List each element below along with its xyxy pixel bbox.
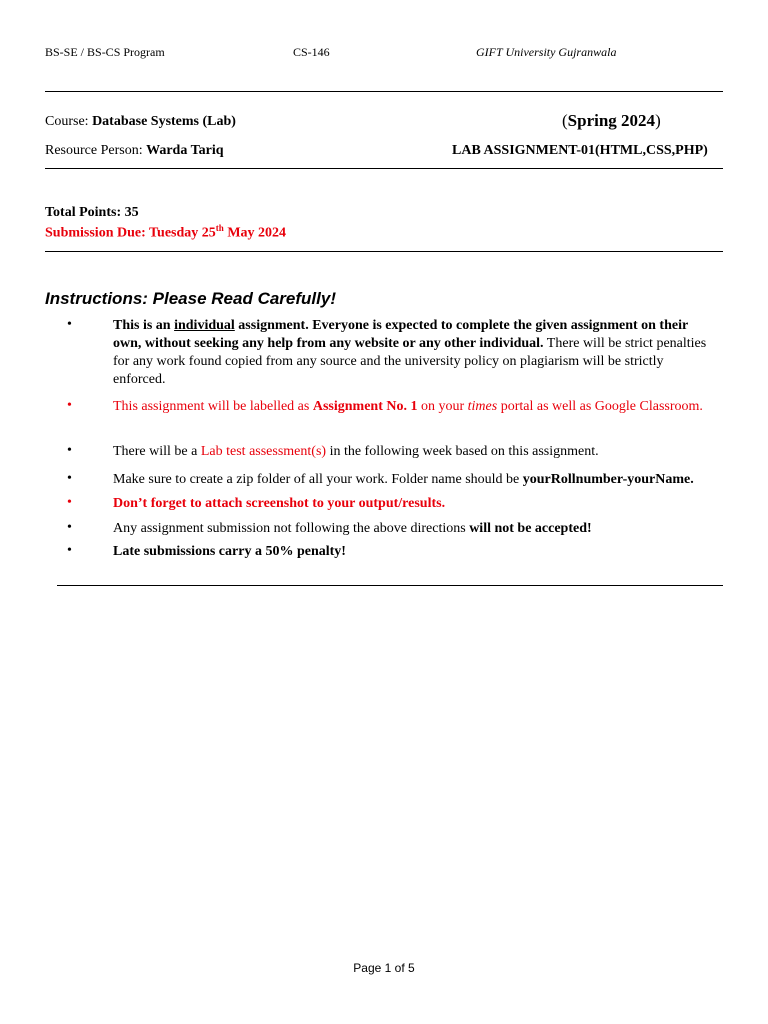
item6-a: Any assignment submission not following the above directions xyxy=(113,521,470,536)
instruction-item-4 xyxy=(113,471,713,489)
person-name: Warda Tariq xyxy=(146,143,224,158)
assignment-title: LAB ASSIGNMENT-01(HTML,CSS,PHP) xyxy=(452,143,708,158)
term-label: (Spring 2024) xyxy=(562,111,661,130)
item1-b: individual xyxy=(174,318,235,333)
item4-a: Make sure to create a zip folder of all your work. Folder name should be xyxy=(113,472,523,487)
bullet-1: • xyxy=(67,317,72,332)
item2-c: on your xyxy=(417,399,468,414)
instructions-heading: Instructions: Please Read Carefully! xyxy=(45,289,336,308)
due-sup: th xyxy=(215,223,224,233)
item1-c: assignment. Everyone is expected to complete the given assignment on their own, without seeking any help from any website or any other individual. xyxy=(113,318,688,351)
program-label: BS-SE / BS-CS Program xyxy=(45,45,165,59)
instruction-item-2 xyxy=(113,398,713,416)
instruction-item-7: Late submissions carry a 50% penalty! xyxy=(113,544,346,559)
bullet-3: • xyxy=(67,443,72,458)
bullet-6: • xyxy=(67,520,72,535)
person-label: Resource Person: xyxy=(45,143,143,158)
header-divider xyxy=(45,91,723,92)
total-points: Total Points: 35 xyxy=(45,205,139,220)
university-name: GIFT University Gujranwala xyxy=(476,45,617,59)
course-name: Database Systems (Lab) xyxy=(92,114,236,129)
item6-b: will not be accepted! xyxy=(469,521,592,536)
bullet-4: • xyxy=(67,471,72,486)
points-divider xyxy=(45,251,723,252)
due-suffix: May 2024 xyxy=(223,225,287,241)
course-code: CS-146 xyxy=(293,45,330,59)
instruction-item-5: Don’t forget to attach screenshot to your output/results. xyxy=(113,496,446,511)
course-divider xyxy=(45,168,723,169)
person-line xyxy=(45,143,224,159)
term-value: Spring 2024 xyxy=(567,111,656,130)
item4-b: yourRollnumber-yourName. xyxy=(522,472,694,487)
item1-a: This is an xyxy=(113,318,175,333)
item2-a: This assignment will be labelled as xyxy=(113,399,313,414)
item2-b: Assignment No. 1 xyxy=(312,399,418,414)
bullet-2: • xyxy=(67,398,72,413)
page-number: Page 1 of 5 xyxy=(353,961,415,975)
item2-d: times xyxy=(467,399,498,414)
item2-e: portal as well as Google Classroom. xyxy=(497,399,703,414)
instruction-item-6 xyxy=(113,520,713,538)
item3-c: in the following week based on this assignment. xyxy=(326,444,599,459)
item3-b: Lab test assessment(s) xyxy=(200,444,327,459)
course-label: Course: xyxy=(45,114,89,129)
item1-d: There will be strict penalties for any work found copied from any source and the university policy on plagiarism will be strictly enforced. xyxy=(113,336,707,387)
due-prefix: Submission Due: Tuesday 25 xyxy=(45,225,216,241)
item3-a: There will be a xyxy=(113,444,201,459)
bullet-7: • xyxy=(67,543,72,558)
instruction-item-1 xyxy=(113,317,713,389)
course-line xyxy=(45,114,236,130)
submission-due xyxy=(45,223,286,242)
instructions-divider xyxy=(57,585,723,586)
instruction-item-3 xyxy=(113,443,713,461)
bullet-5: • xyxy=(67,495,72,510)
